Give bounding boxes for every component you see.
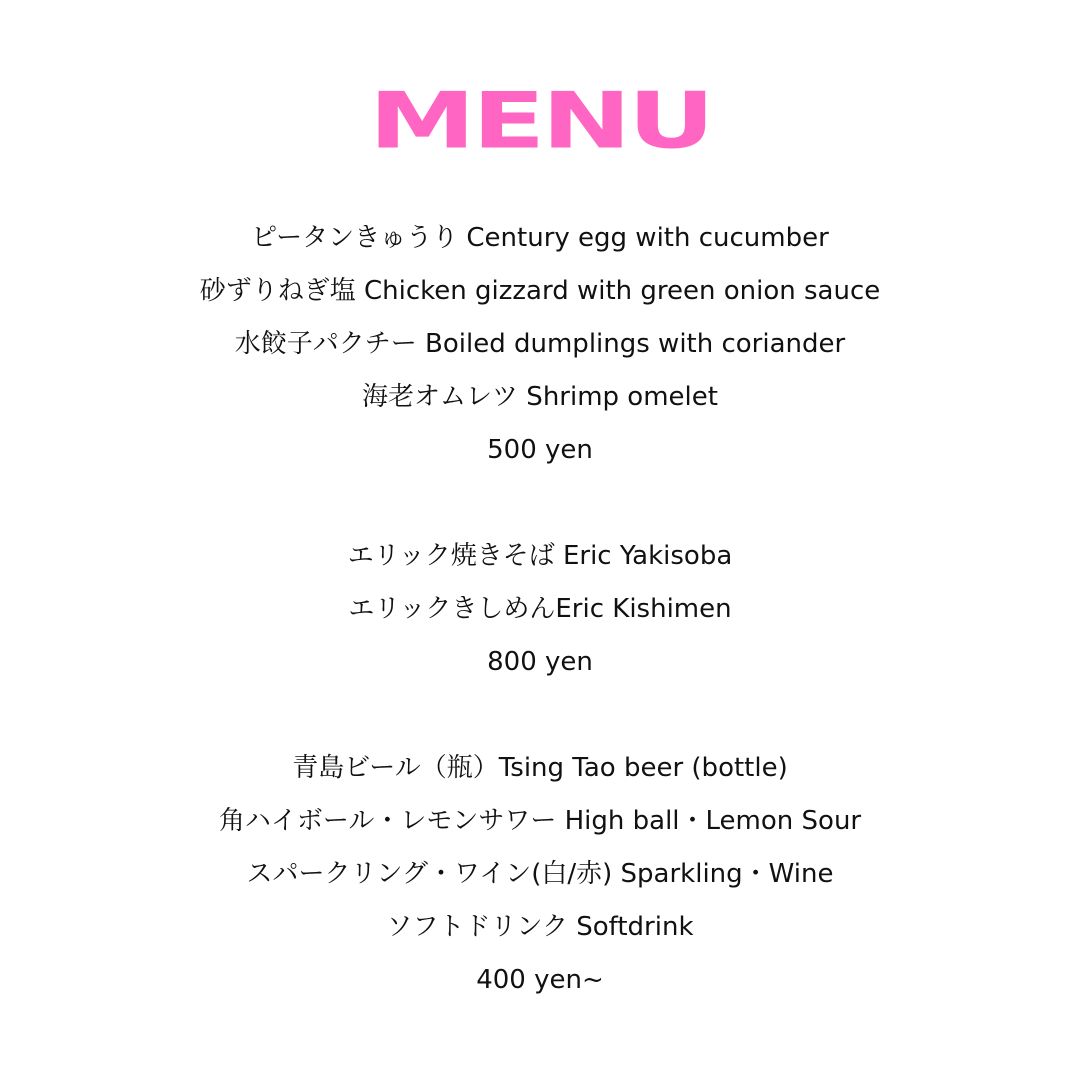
menu-item: ピータンきゅうり Century egg with cucumber <box>251 223 829 253</box>
menu-title: MENU <box>368 75 712 166</box>
menu-item: 角ハイボール・レモンサワー High ball・Lemon Sour <box>218 806 862 836</box>
menu-item: 青島ビール（瓶）Tsing Tao beer (bottle) <box>292 753 788 783</box>
menu-price: 400 yen~ <box>476 965 604 995</box>
menu-item: 水餃子パクチー Boiled dumplings with coriander <box>234 329 846 359</box>
menu-price: 800 yen <box>487 647 593 677</box>
menu-item: スパークリング・ワイン(白/赤) Sparkling・Wine <box>246 859 834 889</box>
menu-item: 砂ずりねぎ塩 Chicken gizzard with green onion sauce <box>199 276 881 306</box>
menu-item: 海老オムレツ Shrimp omelet <box>362 382 718 412</box>
menu-price: 500 yen <box>487 435 593 465</box>
menu-item: エリック焼きそば Eric Yakisoba <box>347 541 733 571</box>
menu-item: エリックきしめんEric Kishimen <box>348 594 732 624</box>
menu-item: ソフトドリンク Softdrink <box>386 912 694 942</box>
